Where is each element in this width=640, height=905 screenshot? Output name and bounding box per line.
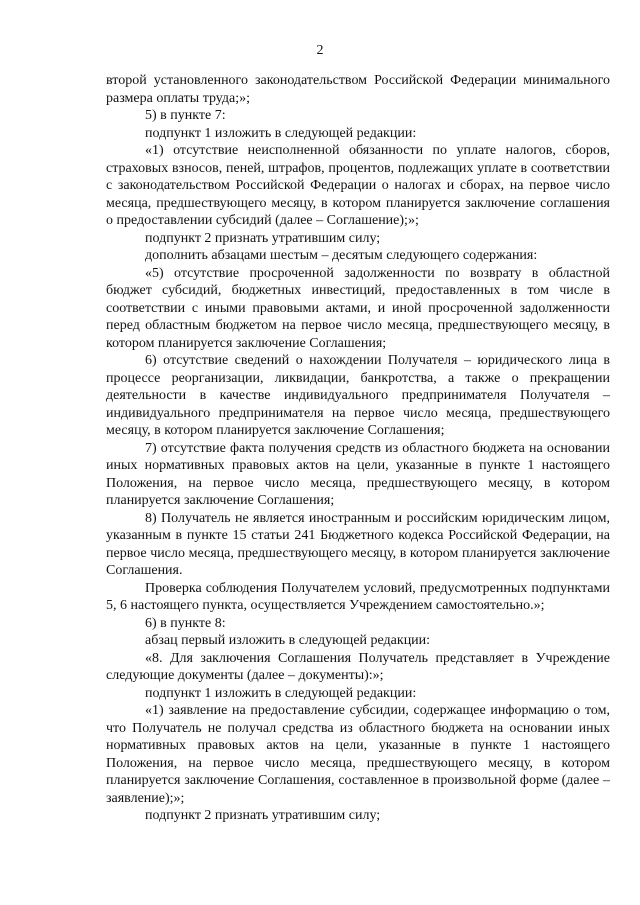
paragraph: Проверка соблюдения Получателем условий, предусмотренных подпунктами 5, 6 настоящего пункта, осуществляется Учреждением самостоятельно.»; — [106, 580, 610, 613]
paragraph: 7) отсутствие факта получения средств из областного бюджета на основании иных нормативных правовых актов на цели, указанные в пункте 1 настоящего Положения, на первое число месяца, предшествующего месяцу, в котором планируется заключение Соглашения; — [106, 440, 610, 508]
paragraph: «5) отсутствие просроченной задолженности по возврату в областной бюджет субсидий, бюджетных инвестиций, предоставленных в том числе в соответствии с иными правовыми актами, и иной просроченной задолженности перед областным бюджетом на первое число месяца, предшествующего месяцу, в котором планируется заключение Соглашения; — [106, 265, 610, 351]
paragraph: подпункт 2 признать утратившим силу; — [145, 808, 381, 823]
paragraph: «1) отсутствие неисполненной обязанности по уплате налогов, сборов, страховых взносов, пеней, штрафов, процентов, подлежащих уплате в соответствии с законодательством Российской Федерации о налогах и сборах, на первое число месяца, предшествующего месяцу, в котором планируется заключение соглашения о предоставлении субсидий (далее – Соглашение);»; — [106, 143, 610, 228]
paragraph: 6) отсутствие сведений о нахождении Получателя – юридического лица в процессе реорганизации, ликвидации, банкротства, а также о прекращении деятельности в качестве индивидуального предпринимателя Получателя – индивидуального предпринимателя на первое число месяца, предшествующего месяцу, в котором планируется заключение Соглашения; — [106, 353, 610, 438]
paragraph: 8) Получатель не является иностранным и российским юридическим лицом, указанным в пункте 15 статьи 241 Бюджетного кодекса Российской Федерации, на первое число месяца, предшествующего месяцу, в котором планируется заключение Соглашения. — [106, 510, 610, 578]
paragraph: 6) в пункте 8: — [145, 615, 226, 631]
paragraph: второй установленного законодательством Российской Федерации минимального размера оплаты труда;»; — [106, 73, 610, 106]
document-body — [106, 72, 610, 825]
paragraph: «1) заявление на предоставление субсидии, содержащее информацию о том, что Получатель не получал средства из областного бюджета на основании иных нормативных правовых актов на цели, указанные в пункте 1 настоящего Положения, на первое число месяца, предшествующего месяцу, в котором планируется заключение Соглашения, составленное в произвольной форме (далее – заявление);»; — [106, 703, 610, 806]
paragraph: абзац первый изложить в следующей редакции: — [145, 633, 431, 648]
paragraph: «8. Для заключения Соглашения Получатель представляет в Учреждение следующие документы (далее – документы):»; — [106, 650, 610, 683]
paragraph: подпункт 1 изложить в следующей редакции: — [145, 125, 417, 141]
paragraph: дополнить абзацами шестым – десятым следующего содержания: — [145, 248, 538, 263]
paragraph: подпункт 1 изложить в следующей редакции: — [145, 685, 417, 701]
paragraph: подпункт 2 признать утратившим силу; — [145, 230, 381, 246]
paragraph: 5) в пункте 7: — [145, 108, 226, 123]
page-number: 2 — [316, 43, 324, 58]
